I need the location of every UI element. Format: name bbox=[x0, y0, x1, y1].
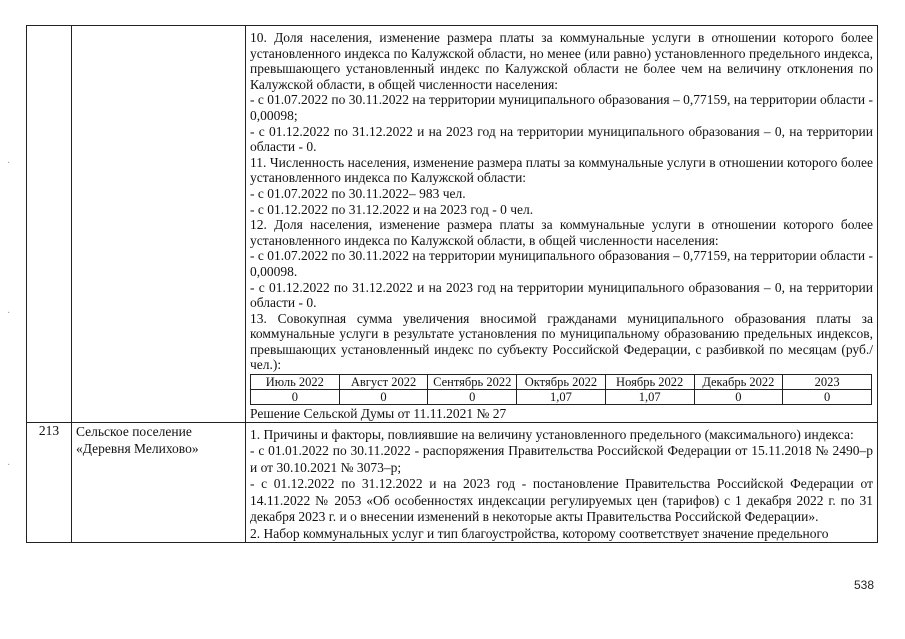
month-value: 0 bbox=[783, 390, 872, 405]
info-cell bbox=[246, 26, 878, 423]
scan-dot: · bbox=[7, 460, 11, 471]
month-value: 0 bbox=[428, 390, 517, 405]
paragraph: - с 01.07.2022 по 30.11.2022– 983 чел. bbox=[250, 185, 466, 201]
row-number-cell: 213 bbox=[27, 423, 72, 543]
paragraph: - с 01.12.2022 по 31.12.2022 и на 2023 год - постановление Правительства Российской Федерации от 14.11.2022 № 2053 «Об особенностях индексации регулируемых цен (тарифов) с 1 декабря 2022 г. по 31 декабря 2023 г. и о внесении изменений в некоторые акты Правительства Российской Федерации». bbox=[250, 476, 873, 525]
paragraph: - с 01.07.2022 по 30.11.2022 на территории муниципального образования – 0,77159, на территории области - 0,00098. bbox=[250, 248, 873, 279]
paragraph: - с 01.12.2022 по 31.12.2022 и на 2023 год на территории муниципального образования – 0, на территории области - 0. bbox=[250, 279, 873, 311]
info-cell bbox=[246, 423, 878, 543]
decision-reference: Решение Сельской Думы от 11.11.2021 № 27 bbox=[250, 406, 507, 422]
months-table bbox=[250, 374, 872, 405]
scan-dot: · bbox=[7, 308, 11, 319]
paragraph: - с 01.12.2022 по 31.12.2022 и на 2023 год на территории муниципального образования – 0, на территории области - 0. bbox=[250, 123, 873, 155]
municipality-cell bbox=[72, 26, 246, 423]
paragraph: 2. Набор коммунальных услуг и тип благоустройства, которому соответствует значение предельного bbox=[250, 525, 829, 541]
month-header: 2023 bbox=[783, 375, 872, 390]
month-header: Декабрь 2022 bbox=[694, 375, 783, 390]
table-row bbox=[27, 423, 878, 543]
month-header: Июль 2022 bbox=[251, 375, 340, 390]
row-number-cell bbox=[27, 26, 72, 423]
month-value: 1,07 bbox=[605, 390, 694, 405]
months-value-row bbox=[251, 390, 872, 405]
month-value: 0 bbox=[694, 390, 783, 405]
month-header: Ноябрь 2022 bbox=[605, 375, 694, 390]
month-header: Сентябрь 2022 bbox=[428, 375, 517, 390]
paragraph: - с 01.07.2022 по 30.11.2022 на территории муниципального образования – 0,77159, на территории области - 0,00098; bbox=[250, 92, 873, 123]
month-value: 0 bbox=[339, 390, 428, 405]
document-table bbox=[26, 25, 878, 543]
month-header: Октябрь 2022 bbox=[517, 375, 606, 390]
paragraph: - с 01.01.2022 по 30.11.2022 - распоряжения Правительства Российской Федерации от 15.11.2018 № 2490–р и от 30.10.2021 № 3073–р; bbox=[250, 443, 873, 475]
months-header-row bbox=[251, 375, 872, 390]
paragraph: 13. Совокупная сумма увеличения вносимой гражданами муниципального образования платы за коммунальные услуги в результате установления по муниципальному образованию предельных индексов, превышающих установленный индекс по субъекту Российской Федерации, с разбивкой по месяцам (руб./чел.): bbox=[250, 310, 873, 373]
paragraph: 1. Причины и факторы, повлиявшие на величину установленного предельного (максимального) индекса: bbox=[250, 427, 854, 443]
table-row bbox=[27, 26, 878, 423]
paragraph: - с 01.12.2022 по 31.12.2022 и на 2023 год - 0 чел. bbox=[250, 201, 534, 217]
page-number: 538 bbox=[853, 578, 874, 592]
month-value: 1,07 bbox=[517, 390, 606, 405]
paragraph: 12. Доля населения, изменение размера платы за коммунальные услуги в отношении которого более установленного индекса по Калужской области, в общей численности населения: bbox=[250, 217, 873, 248]
paragraph: 10. Доля населения, изменение размера платы за коммунальные услуги в отношении которого более установленного индекса по Калужской области, но менее (или равно) установленного предельного индекса, превышающего установленный индекс по Калужской области не более чем на величину отклонения по Калужской области, в общей численности населения: bbox=[250, 30, 873, 92]
month-header: Август 2022 bbox=[339, 375, 428, 390]
scan-dot: · bbox=[7, 158, 11, 169]
month-value: 0 bbox=[251, 390, 340, 405]
municipality-cell: Сельское поселение «Деревня Мелихово» bbox=[72, 423, 246, 543]
paragraph: 11. Численность населения, изменение размера платы за коммунальные услуги в отношении которого более установленного индекса по Калужской области: bbox=[250, 154, 873, 186]
